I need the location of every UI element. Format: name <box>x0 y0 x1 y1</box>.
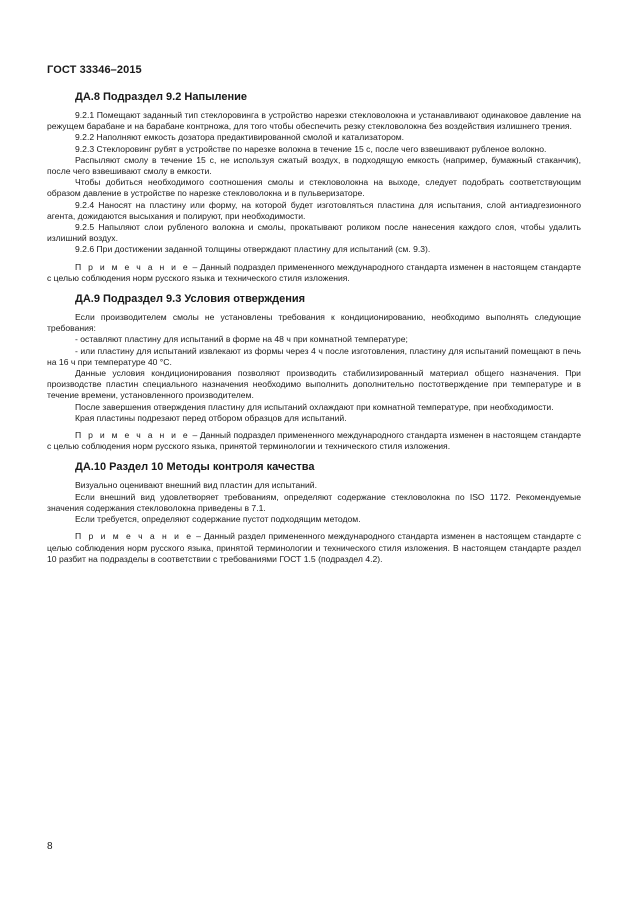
paragraph: Если производителем смолы не установлены требования к кондиционированию, необходимо выполнять следующие требования: <box>47 312 581 334</box>
section-title: ДА.9 Подраздел 9.3 Условия отверждения <box>75 293 306 306</box>
paragraph: Края пластины подрезают перед отбором образцов для испытаний. <box>75 412 347 423</box>
section-da10 <box>47 460 581 564</box>
paragraph: Данные условия кондиционирования позволяют производить стабилизированный материал общего назначения. При производстве пластин специального назначения необходимо выполнить дополнительно постотверждение при температуре и в течение времени, установленного производителем. <box>47 368 581 401</box>
note <box>47 262 581 284</box>
paragraph: Если внешний вид удовлетворяет требованиям, определяют содержание стекловолокна по ISO 1172. Рекомендуемые значения содержания стекловолокна приведены в 7.1. <box>47 491 581 513</box>
section-da9 <box>47 292 581 452</box>
paragraph: Распыляют смолу в течение 15 с, не используя сжатый воздух, в подходящую емкость (например, бумажный стаканчик), после чего взвешивают смолу в емкости. <box>47 154 581 177</box>
note <box>47 430 581 452</box>
note-text: – Данный подраздел примененного международного стандарта изменен в настоящем стандарте с целью соблюдения норм русского языка, принятой терминологии и технического стиля изложения. <box>47 430 581 452</box>
paragraph: - или пластину для испытаний извлекают из формы через 4 ч после изготовления, пластину для испытаний помещают в печь на 16 ч при температуре 40 °С. <box>47 345 581 367</box>
note <box>47 531 581 565</box>
paragraph: 9.2.6 При достижении заданной толщины отверждают пластину для испытаний (см. 9.3). <box>75 244 431 255</box>
note-text: – Данный раздел примененного международного стандарта изменен в настоящем стандарте с целью соблюдения норм русского языка, принятой терминологии и технического стиля изложения. В настоящем стандарте раздел 10 разбит на подразделы в соответствии с требованиями ГОСТ 1.5 (подраздел 4.2). <box>47 531 581 564</box>
paragraph: Чтобы добиться необходимого соотношения смолы и стекловолокна на выходе, следует подобрать соответствующим образом давление в устройстве по нарезке стекловолокна и в пульверизаторе. <box>47 177 581 199</box>
note-text: – Данный подраздел примененного международного стандарта изменен в настоящем стандарте с целью соблюдения норм русского языка и технического стиля изложения. <box>47 261 581 283</box>
section-da8 <box>47 90 581 284</box>
document-header: ГОСТ 33346–2015 <box>47 64 142 76</box>
paragraph: 9.2.3 Стеклоровинг рубят в устройстве по нарезке волокна в течение 15 с, после чего взвешивают рубленое волокно. <box>75 143 547 154</box>
paragraph: 9.2.2 Наполняют емкость дозатора предактивированной смолой и катализатором. <box>75 132 405 143</box>
section-title: ДА.8 Подраздел 9.2 Напыление <box>75 91 247 103</box>
paragraph: - оставляют пластину для испытаний в форме на 48 ч при комнатной температуре; <box>75 334 408 345</box>
note-label: П р и м е ч а н и е <box>75 531 194 542</box>
paragraph: Если требуется, определяют содержание пустот подходящим методом. <box>75 514 361 525</box>
page-number: 8 <box>47 841 53 852</box>
paragraph: После завершения отверждения пластину для испытаний охлаждают при комнатной температуре, при необходимости. <box>75 401 554 412</box>
paragraph: Визуально оценивают внешний вид пластин для испытаний. <box>75 480 317 491</box>
document-body <box>47 90 581 565</box>
paragraph: 9.2.5 Напыляют слои рубленого волокна и смолы, прокатывают роликом после нанесения каждого слоя, чтобы удалить излишний воздух. <box>47 222 581 244</box>
section-title: ДА.10 Раздел 10 Методы контроля качества <box>75 461 315 474</box>
paragraph: 9.2.1 Помещают заданный тип стеклоровинга в устройство нарезки стекловолокна и устанавливают одинаковое давление на режущем барабане и на барабане контрножа, для того чтобы обеспечить резку стекловолокна без воздействия излишнего трения. <box>47 110 581 132</box>
note-label: П р и м е ч а н и е <box>75 430 190 441</box>
paragraph: 9.2.4 Наносят на пластину или форму, на которой будет изготовляться пластина для испытания, слой антиадгезионного агента, дожидаются высыхания и полируют, при необходимости. <box>47 199 581 221</box>
note-label: П р и м е ч а н и е <box>75 261 190 272</box>
